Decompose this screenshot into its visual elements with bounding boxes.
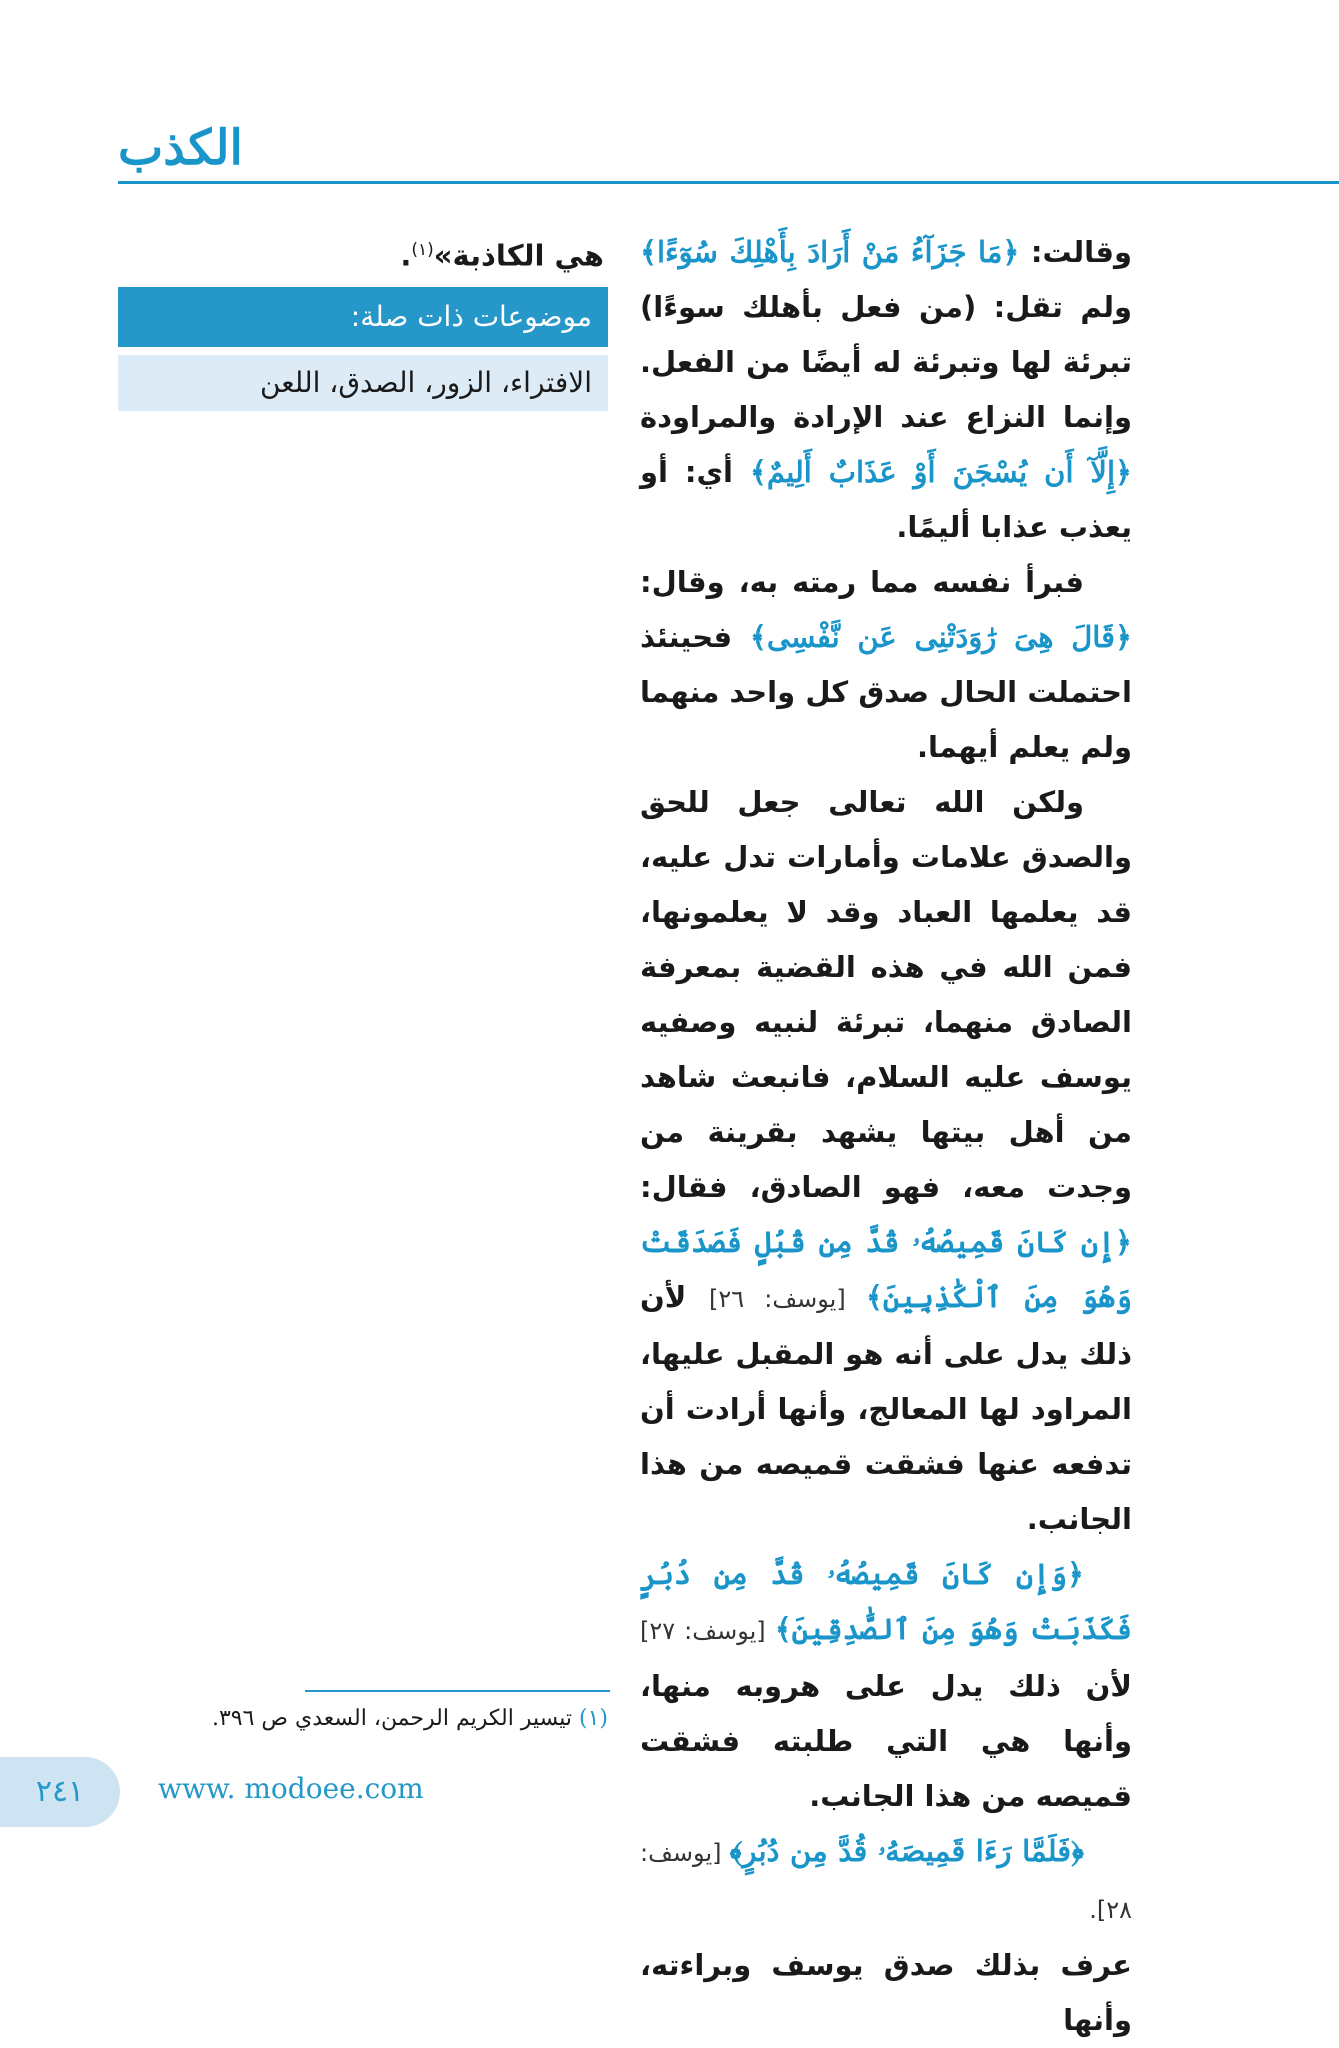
verse-reference: [يوسف: ٢٦] [708,1285,866,1313]
body-text: لأن ذلك يدل على أنه هو المقبل عليها، المراود لها المعالج، وأنها أرادت أن تدفعه عنها فشقت قميصه من هذا الجانب. [640,1280,1132,1536]
footnote-text: تيسير الكريم الرحمن، السعدي ص ٣٩٦. [211,1706,572,1731]
paragraph-4 [640,1547,1132,1824]
side-continuation-text [118,225,608,281]
paragraph-6 [640,1938,1132,2048]
paragraph-1 [640,225,1132,555]
quran-verse: ﴿فَلَمَّا رَءَا قَمِيصَهُۥ قُدَّ مِن دُبُرٍ﴾ [729,1834,1085,1868]
body-text: لأن ذلك يدل على هروبه منها، وأنها هي التي طلبته فشقت قميصه من هذا الجانب. [640,1669,1132,1813]
site-url-link[interactable]: www. modoee.com [158,1772,424,1805]
quran-verse: ﴿إِلَّآ أَن يُسْجَنَ أَوْ عَذَابٌ أَلِيمٌ﴾ [749,455,1132,489]
body-text: ولكن الله تعالى جعل للحق والصدق علامات وأمارات تدل عليه، قد يعلمها العباد وقد لا يعلمونها، فمن الله في هذه القضية بمعرفة الصادق منهما، تبرئة لنبيه وصفيه يوسف عليه السلام، فانبعث شاهد من أهل بيتها يشهد بقرينة من وجدت معه، فهو الصادق، فقال: [640,785,1132,1204]
verse-reference: [يوسف: ٢٨]. [640,1839,1132,1924]
quran-verse: ﴿إِن كَانَ قَمِيصُهُۥ قُدَّ مِن قُبُلٍ فَصَدَقَتْ وَهُوَ مِنَ ٱلْكَٰذِبِينَ﴾ [640,1225,1132,1314]
footnote-number: (١) [578,1706,608,1731]
footnote-marker: (١) [411,240,434,260]
paragraph-2 [640,555,1132,775]
paragraph-5 [640,1824,1132,1938]
body-text: عرف بذلك صدق يوسف وبراءته، وأنها [640,1948,1132,2037]
body-text: أي: أو يعذب عذابا أليمًا. [640,455,1132,544]
body-text: فحينئذ احتملت الحال صدق كل واحد منهما ولم يعلم أيهما. [640,620,1132,764]
verse-reference: [يوسف: ٢٧] [640,1617,775,1645]
related-topics-header: موضوعات ذات صلة: [118,287,608,347]
footnote [118,1702,608,1736]
quran-verse: ﴿قَالَ هِىَ رَٰوَدَتْنِى عَن نَّفْسِى﴾ [749,620,1132,654]
continuation-text: هي الكاذبة» [433,238,604,273]
quran-verse: ﴿مَا جَزَآءُ مَنْ أَرَادَ بِأَهْلِكَ سُوٓءًا﴾ [640,235,1020,269]
related-topics-list: الافتراء، الزور، الصدق، اللعن [118,355,608,411]
continuation-period: . [400,238,412,273]
quran-verse: ﴿وَإِن كَانَ قَمِيصُهُۥ قُدَّ مِن دُبُرٍ فَكَذَبَتْ وَهُوَ مِنَ ٱلصَّٰدِقِينَ﴾ [640,1557,1132,1646]
paragraph-3 [640,775,1132,1547]
body-text: فبرأ نفسه مما رمته به، وقال: [640,565,1084,599]
main-text-column [640,225,1132,2048]
header-divider [118,181,1339,184]
body-text: ولم تقل: (من فعل بأهلك سوءًا) تبرئة لها وتبرئة له أيضًا من الفعل. وإنما النزاع عند الإرادة والمراودة [640,290,1132,434]
page-number-badge: ٢٤١ [0,1757,120,1827]
body-text: وقالت: [1019,235,1132,269]
side-column [118,225,608,411]
footnote-divider [305,1690,610,1692]
page-title: الكذب [118,120,243,176]
